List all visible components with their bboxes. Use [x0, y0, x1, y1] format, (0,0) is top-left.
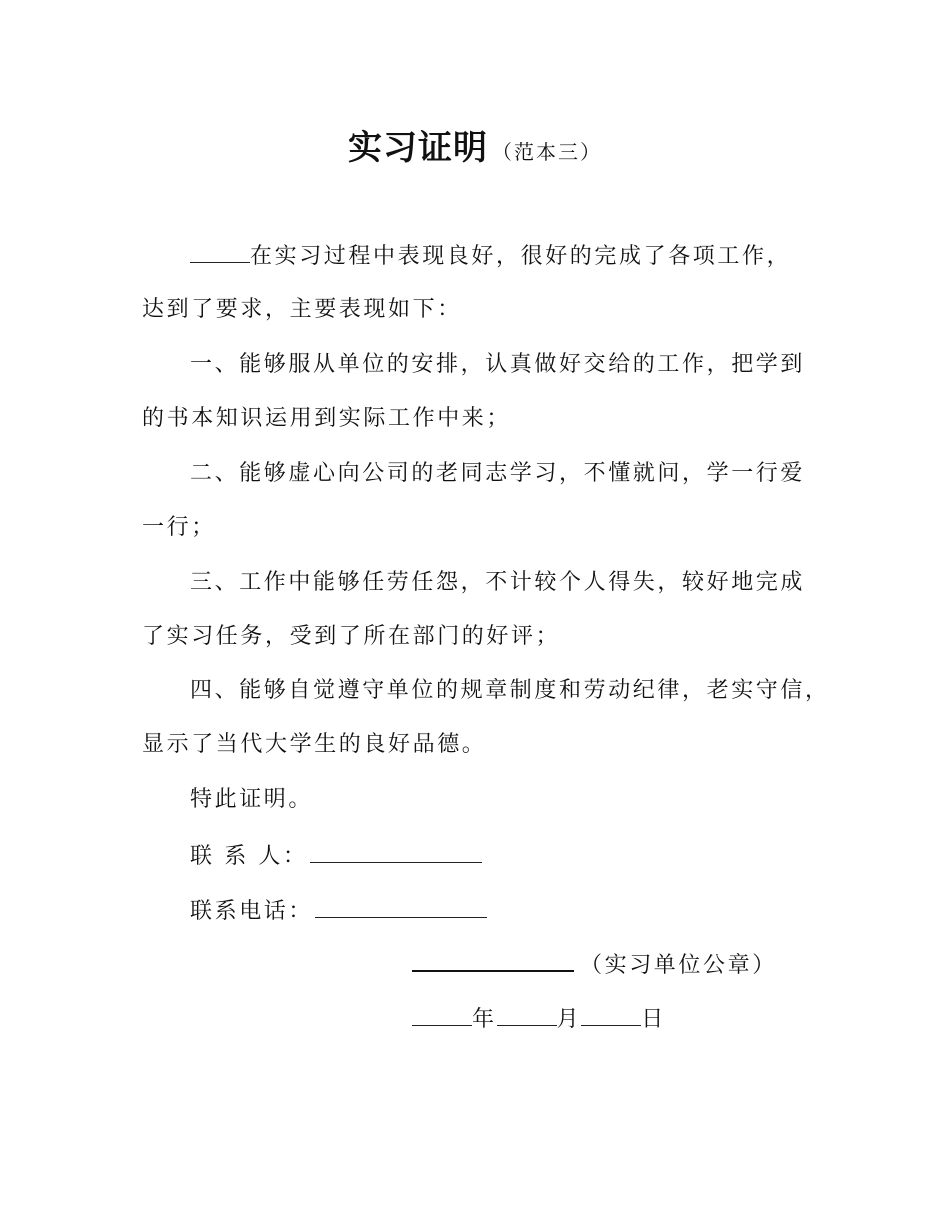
item-1-line-1: 一、能够服从单位的安排，认真做好交给的工作，把学到: [190, 352, 806, 377]
day-label: 日: [641, 1007, 666, 1032]
month-blank: [497, 1003, 557, 1026]
intro-line-1: [190, 240, 791, 272]
item-4-line-2: 显示了当代大学生的良好品德。: [142, 732, 487, 757]
intro-text-1: 在实习过程中表现良好，很好的完成了各项工作，: [250, 244, 792, 269]
intro-line-2: 达到了要求，主要表现如下：: [142, 297, 462, 322]
item-3-line-2: 了实习任务，受到了所在部门的好评；: [142, 624, 561, 649]
seal-row: [412, 948, 777, 981]
day-blank: [581, 1003, 641, 1026]
contact-person-label: 联 系 人：: [190, 844, 308, 869]
seal-blank: [412, 948, 574, 972]
item-2-line-2: 一行；: [142, 515, 216, 540]
intern-name-blank: [190, 240, 250, 263]
year-blank: [412, 1003, 472, 1026]
item-3-line-1: 三、工作中能够任劳任怨，不计较个人得失，较好地完成: [190, 570, 806, 595]
month-label: 月: [556, 1007, 582, 1032]
item-1-line-2: 的书本知识运用到实际工作中来；: [142, 406, 512, 431]
document-subtitle: （范本三）: [492, 140, 602, 164]
year-label: 年: [472, 1007, 497, 1032]
contact-person-blank: [310, 840, 482, 863]
item-2-line-1: 二、能够虚心向公司的老同志学习，不懂就问，学一行爱: [190, 461, 806, 486]
document-title: 实习证明: [348, 128, 488, 168]
contact-person-row: [190, 840, 482, 872]
item-4-line-1: 四、能够自觉遵守单位的规章制度和劳动纪律，老实守信，: [190, 678, 830, 703]
date-row: [412, 1003, 666, 1035]
phone-label: 联系电话：: [190, 899, 314, 924]
closing-line: 特此证明。: [190, 787, 314, 812]
document-title-row: [0, 120, 950, 169]
seal-label: （实习单位公章）: [580, 953, 777, 978]
phone-row: [190, 895, 487, 927]
phone-blank: [315, 895, 487, 918]
